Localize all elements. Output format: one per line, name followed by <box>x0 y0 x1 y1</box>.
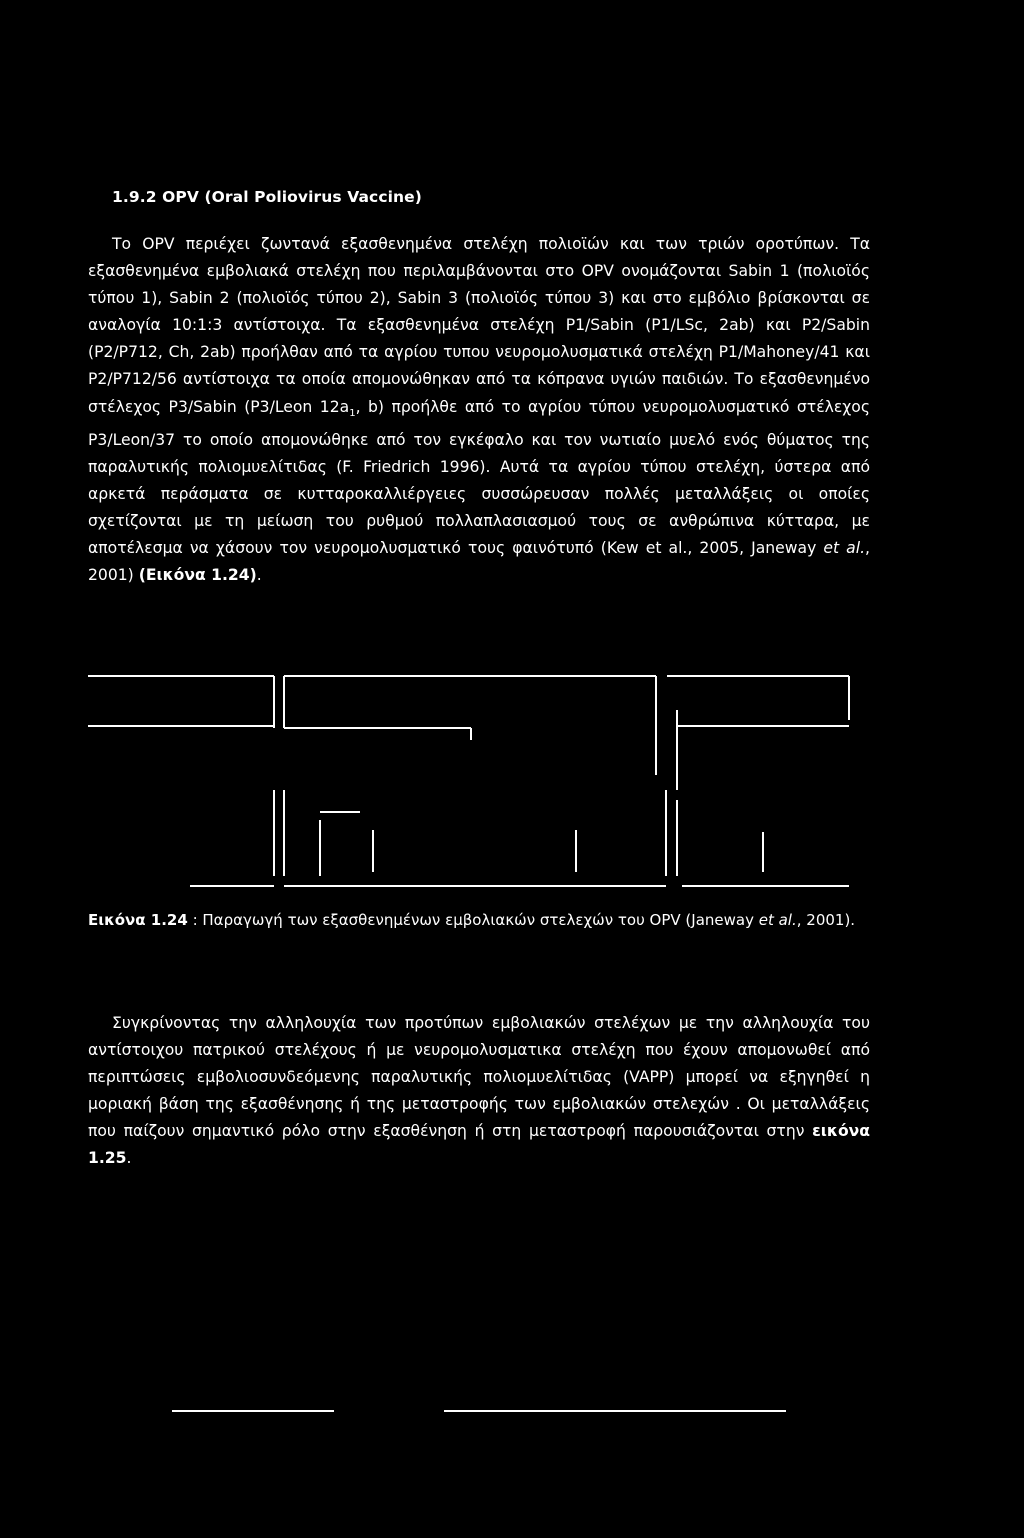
subscript: 1 <box>349 407 356 419</box>
paragraph-text: Συγκρίνοντας την αλληλουχία των προτύπων εμβολιακών στελέχων με την αλληλουχία του αντίστοιχου πατρικού στελέχους ή με νευρομολυσματικα στελέχη που έχουν απομονωθεί από περιπτώσεις εμβολιοσυνδεόμενης παραλυτικής πολιομυελίτιδας (VAPP) μπορεί να εξηγηθεί η μοριακή βάση της εξασθένησης ή της μεταστροφής των εμβολιακών στελεχών . Οι μεταλλάξεις που παίζουν σημαντικό ρόλο στην εξασθένηση ή στη μεταστροφή παρουσιάζονται στην <box>88 1014 870 1141</box>
footer-rule-left <box>172 1410 334 1412</box>
figure-line-fragments <box>88 676 849 886</box>
paragraph-text: , 2001) <box>88 539 870 585</box>
caption-label: Εικόνα 1.24 <box>88 911 188 929</box>
italic-text: et al. <box>758 911 797 929</box>
caption-text: , 2001). <box>796 911 856 929</box>
paragraph-text: . <box>126 1149 132 1168</box>
caption-text: : Παραγωγή των εξασθενημένων εμβολιακών στελεχών του OPV (Janeway <box>187 911 759 929</box>
figure-image <box>88 660 858 900</box>
paragraph-text: , b) προήλθε από το αγρίου τύπου νευρομολυσματικό στέλεχος P3/Leon/37 το οποίο απομονώθηκε από τον εγκέφαλο και τον νωτιαίο μυελό ενός θύματος της παραλυτικής πολιομυελίτιδας (F. Friedrich 1996). Αυτά τα αγρίου τύπου στελέχη, ύστερα από αρκετά περάσματα σε κυτταροκαλλιέργειες συσσώρευσαν πολλές μεταλλάξεις οι οποίες σχετίζονται με τη μείωση του ρυθμού πολλαπλασιασμού τους σε ανθρώπινα κύτταρα, με αποτέλεσμα να χάσουν τον νευρομολυσματικό τους φαινότυπό (Kew et al., 2005, Janeway <box>88 397 870 558</box>
italic-text: et al. <box>823 539 866 558</box>
figure-reference: εικόνα 1.25 <box>88 1122 870 1168</box>
figure-reference: (Εικόνα 1.24) <box>138 566 257 585</box>
footer-rule-right <box>444 1410 786 1412</box>
figure-caption <box>88 911 855 929</box>
body-paragraph-1 <box>88 231 870 589</box>
section-heading: 1.9.2 OPV (Oral Poliovirus Vaccine) <box>112 188 422 206</box>
paragraph-text: . <box>256 566 262 585</box>
paragraph-text: Το OPV περιέχει ζωντανά εξασθενημένα στελέχη πολιοϊών και των τριών οροτύπων. Τα εξασθενημένα εμβολιακά στελέχη που περιλαμβάνονται στο OPV ονομάζονται Sabin 1 (πολιοϊός τύπου 1), Sabin 2 (πολιοϊός τύπου 2), Sabin 3 (πολιοϊός τύπου 3) και στο εμβόλιο βρίσκονται σε αναλογία 10:1:3 αντίστοιχα. Τα εξασθενημένα στελέχη P1/Sabin (P1/LSc, 2ab) και P2/Sabin (P2/P712, Ch, 2ab) προήλθαν από τα αγρίου τυπου νευρομολυσματικά στελέχη P1/Mahoney/41 και P2/P712/56 αντίστοιχα τα οποία απομονώθηκαν από τα κόπρανα υγιών παιδιών. Το εξασθενημένο στέλεχος P3/Sabin (P3/Leon 12a <box>88 235 870 416</box>
body-paragraph-2 <box>88 1010 870 1173</box>
